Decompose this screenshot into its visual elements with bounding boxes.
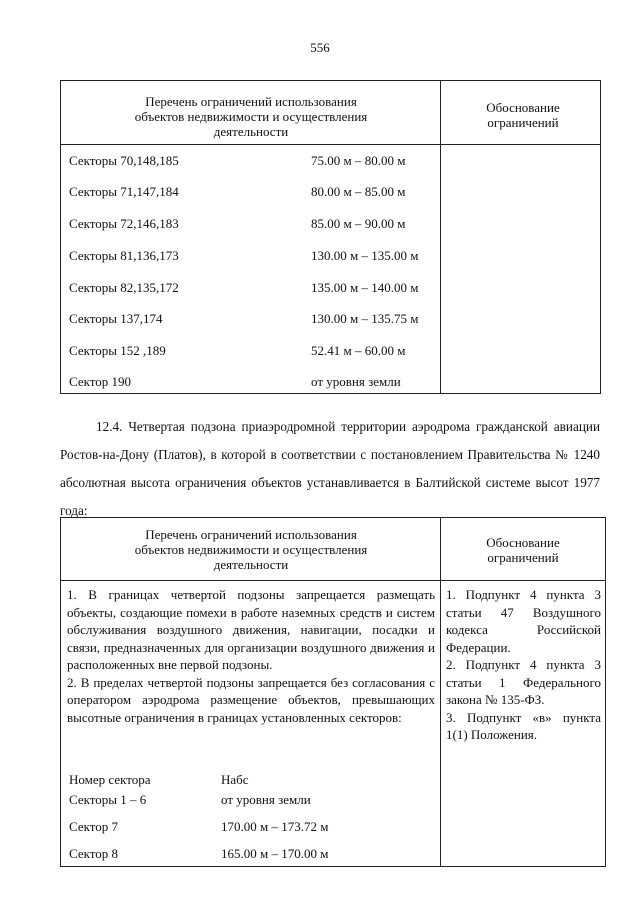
sector-header-height: Набс: [221, 772, 249, 787]
restrictions-table-2: [60, 517, 606, 867]
restrictions-table-1: [60, 80, 601, 394]
page-number: 556: [310, 40, 330, 55]
table1-row-height: 85.00 м – 90.00 м: [311, 216, 406, 231]
table2-sector-row-name: Сектор 8: [69, 846, 119, 861]
table1-row-sector: Секторы 71,147,184: [69, 184, 179, 199]
table1-header-justification: Обоснование ограничений: [486, 100, 560, 130]
table2-sector-row-name: Сектор 7: [69, 819, 119, 834]
table1-row-height: 130.00 м – 135.00 м: [311, 248, 419, 263]
table1-row-height: 135.00 м – 140.00 м: [311, 280, 419, 295]
justification-item: 1. Подпункт 4 пункта 3 статьи 47 Воздушного кодекса Российской Федерации.: [446, 587, 601, 655]
table1-row-height: от уровня земли: [311, 374, 401, 389]
table1-row-sector: Секторы 81,136,173: [69, 248, 179, 263]
table2-sector-row-name: Секторы 1 – 6: [69, 792, 147, 807]
justification-item: 3. Подпункт «в» пункта 1(1) Положения.: [446, 709, 601, 742]
table1-row-sector: Секторы 82,135,172: [69, 280, 179, 295]
table1-row-height: 80.00 м – 85.00 м: [311, 184, 406, 199]
table2-restrictions-text: [67, 586, 435, 726]
table1-column-divider: [440, 81, 441, 393]
table1-row-sector: Сектор 190: [69, 374, 132, 389]
table1-row-sector: Секторы 70,148,185: [69, 153, 179, 168]
table1-row-sector: Секторы 152 ,189: [69, 343, 166, 358]
sector-header-number: Номер сектора: [69, 772, 151, 787]
table1-row-sector: Секторы 72,146,183: [69, 216, 179, 231]
justification-item: 2. Подпункт 4 пункта 3 статьи 1 Федерального закона № 135-ФЗ.: [446, 657, 601, 707]
table2-header-restrictions: Перечень ограничений использования объектов недвижимости и осуществления деятельности: [134, 527, 368, 572]
table2-justification-text: [446, 586, 601, 744]
table1-row-height: 52.41 м – 60.00 м: [311, 343, 406, 358]
table1-row-sector: Секторы 137,174: [69, 311, 163, 326]
restriction-item: 1. В границах четвертой подзоны запрещается размещать объекты, создающие помехи в работе наземных средств и систем обслуживания воздушного движения, навигации, посадки и связи, предназначенных для организации воздушного движения и расположенных вне первой подзоны.: [67, 587, 435, 672]
table2-sector-row-height: 170.00 м – 173.72 м: [221, 819, 329, 834]
table2-header-justification: Обоснование ограничений: [486, 535, 560, 565]
paragraph-12-4: 12.4. Четвертая подзона приаэродромной территории аэродрома гражданской авиации Ростов-на-Дону (Платов), в которой в соответствии с постановлением Правительства № 1240 абсолютная высота ограничения объектов устанавливается в Балтийской системе высот 1977 года:: [60, 419, 600, 518]
table1-row-height: 130.00 м – 135.75 м: [311, 311, 419, 326]
table2-column-divider: [440, 518, 441, 866]
table2-header-divider: [61, 580, 605, 581]
table1-row-height: 75.00 м – 80.00 м: [311, 153, 406, 168]
restriction-item: 2. В пределах четвертой подзоны запрещается без согласования с оператором аэродрома размещение объектов, превышающих высотные ограничения в границах установленных секторов:: [67, 674, 435, 725]
table1-header-restrictions: Перечень ограничений использования объектов недвижимости и осуществления деятельности: [134, 94, 368, 139]
table2-sector-row-height: 165.00 м – 170.00 м: [221, 846, 329, 861]
table2-sector-row-height: от уровня земли: [221, 792, 311, 807]
table1-header-divider: [61, 144, 600, 145]
